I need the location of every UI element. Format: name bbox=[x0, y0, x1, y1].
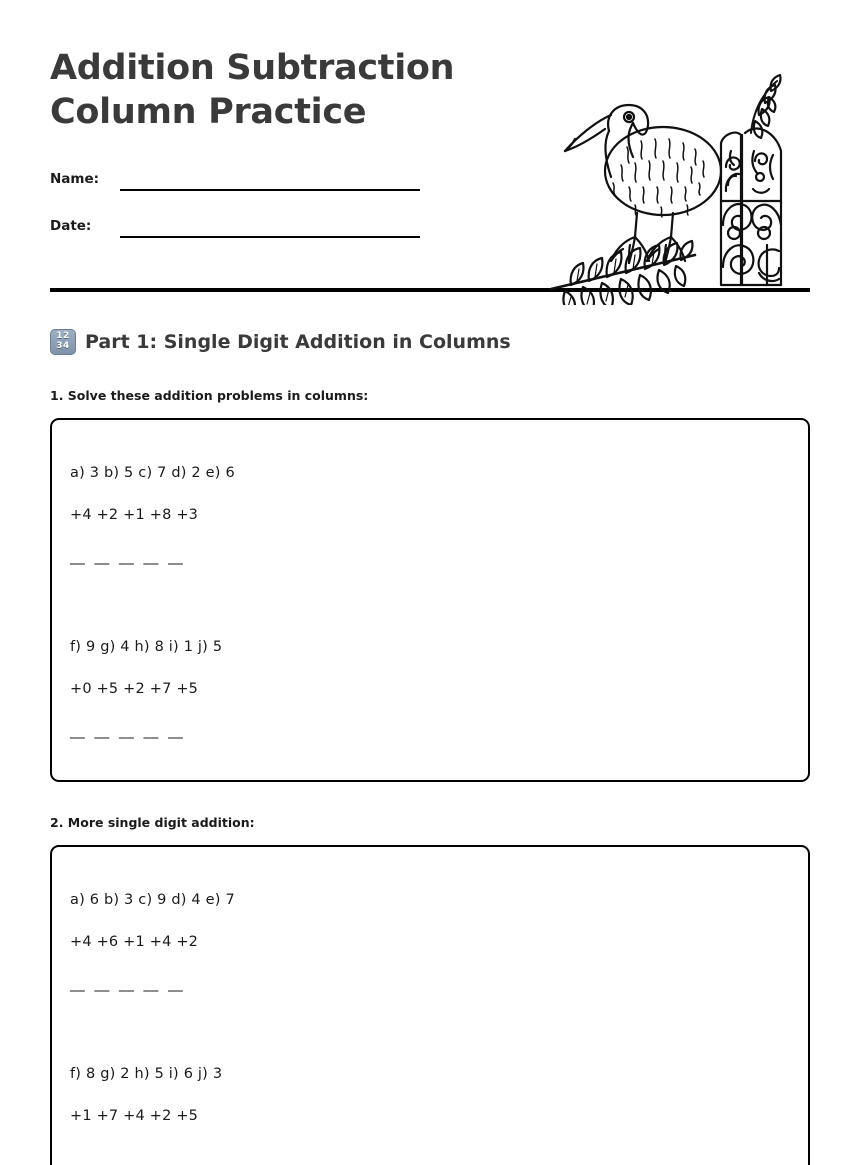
kiwi-bird-icon bbox=[565, 105, 721, 263]
question-2-problem-box bbox=[50, 845, 810, 1165]
kiwi-fern-carving-illustration bbox=[545, 55, 810, 305]
problem-terms-line: f) 9 g) 4 h) 8 i) 1 j) 5 bbox=[70, 639, 223, 655]
name-field-label: Name: bbox=[50, 171, 100, 187]
input-numbers-icon bbox=[50, 329, 76, 355]
section-heading bbox=[50, 329, 810, 355]
problem-answer-lines[interactable]: __ __ __ __ __ bbox=[70, 723, 183, 739]
problem-group bbox=[70, 626, 808, 752]
question-1-label: 1. Solve these addition problems in columns: bbox=[50, 388, 369, 403]
problem-answer-lines[interactable]: __ __ __ __ __ bbox=[70, 976, 183, 992]
worksheet-header bbox=[50, 0, 810, 258]
question-1-problem-box bbox=[50, 418, 810, 782]
input-numbers-icon-bottom: 34 bbox=[56, 341, 70, 351]
problem-group bbox=[70, 452, 808, 578]
maori-carving-post-icon bbox=[721, 75, 781, 285]
problem-addends-line: +4 +6 +1 +4 +2 bbox=[70, 934, 199, 950]
problem-terms-line: a) 6 b) 3 c) 9 d) 4 e) 7 bbox=[70, 892, 235, 908]
problem-terms-line: f) 8 g) 2 h) 5 i) 6 j) 3 bbox=[70, 1066, 223, 1082]
page-title: Addition Subtraction Column Practice bbox=[50, 48, 455, 132]
section-title: Part 1: Single Digit Addition in Columns bbox=[85, 331, 511, 353]
problem-group bbox=[70, 1053, 808, 1137]
name-write-in-line[interactable] bbox=[120, 188, 420, 191]
question-2-label: 2. More single digit addition: bbox=[50, 815, 255, 830]
fern-frond-icon bbox=[551, 241, 695, 305]
problem-group bbox=[70, 879, 808, 1005]
date-field-label: Date: bbox=[50, 218, 92, 234]
problem-addends-line: +0 +5 +2 +7 +5 bbox=[70, 681, 199, 697]
input-numbers-icon-top: 12 bbox=[56, 331, 70, 341]
problem-answer-lines[interactable]: __ __ __ __ __ bbox=[70, 549, 183, 565]
problem-addends-line: +1 +7 +4 +2 +5 bbox=[70, 1108, 199, 1124]
problem-terms-line: a) 3 b) 5 c) 7 d) 2 e) 6 bbox=[70, 465, 235, 481]
date-write-in-line[interactable] bbox=[120, 235, 420, 238]
problem-addends-line: +4 +2 +1 +8 +3 bbox=[70, 507, 199, 523]
